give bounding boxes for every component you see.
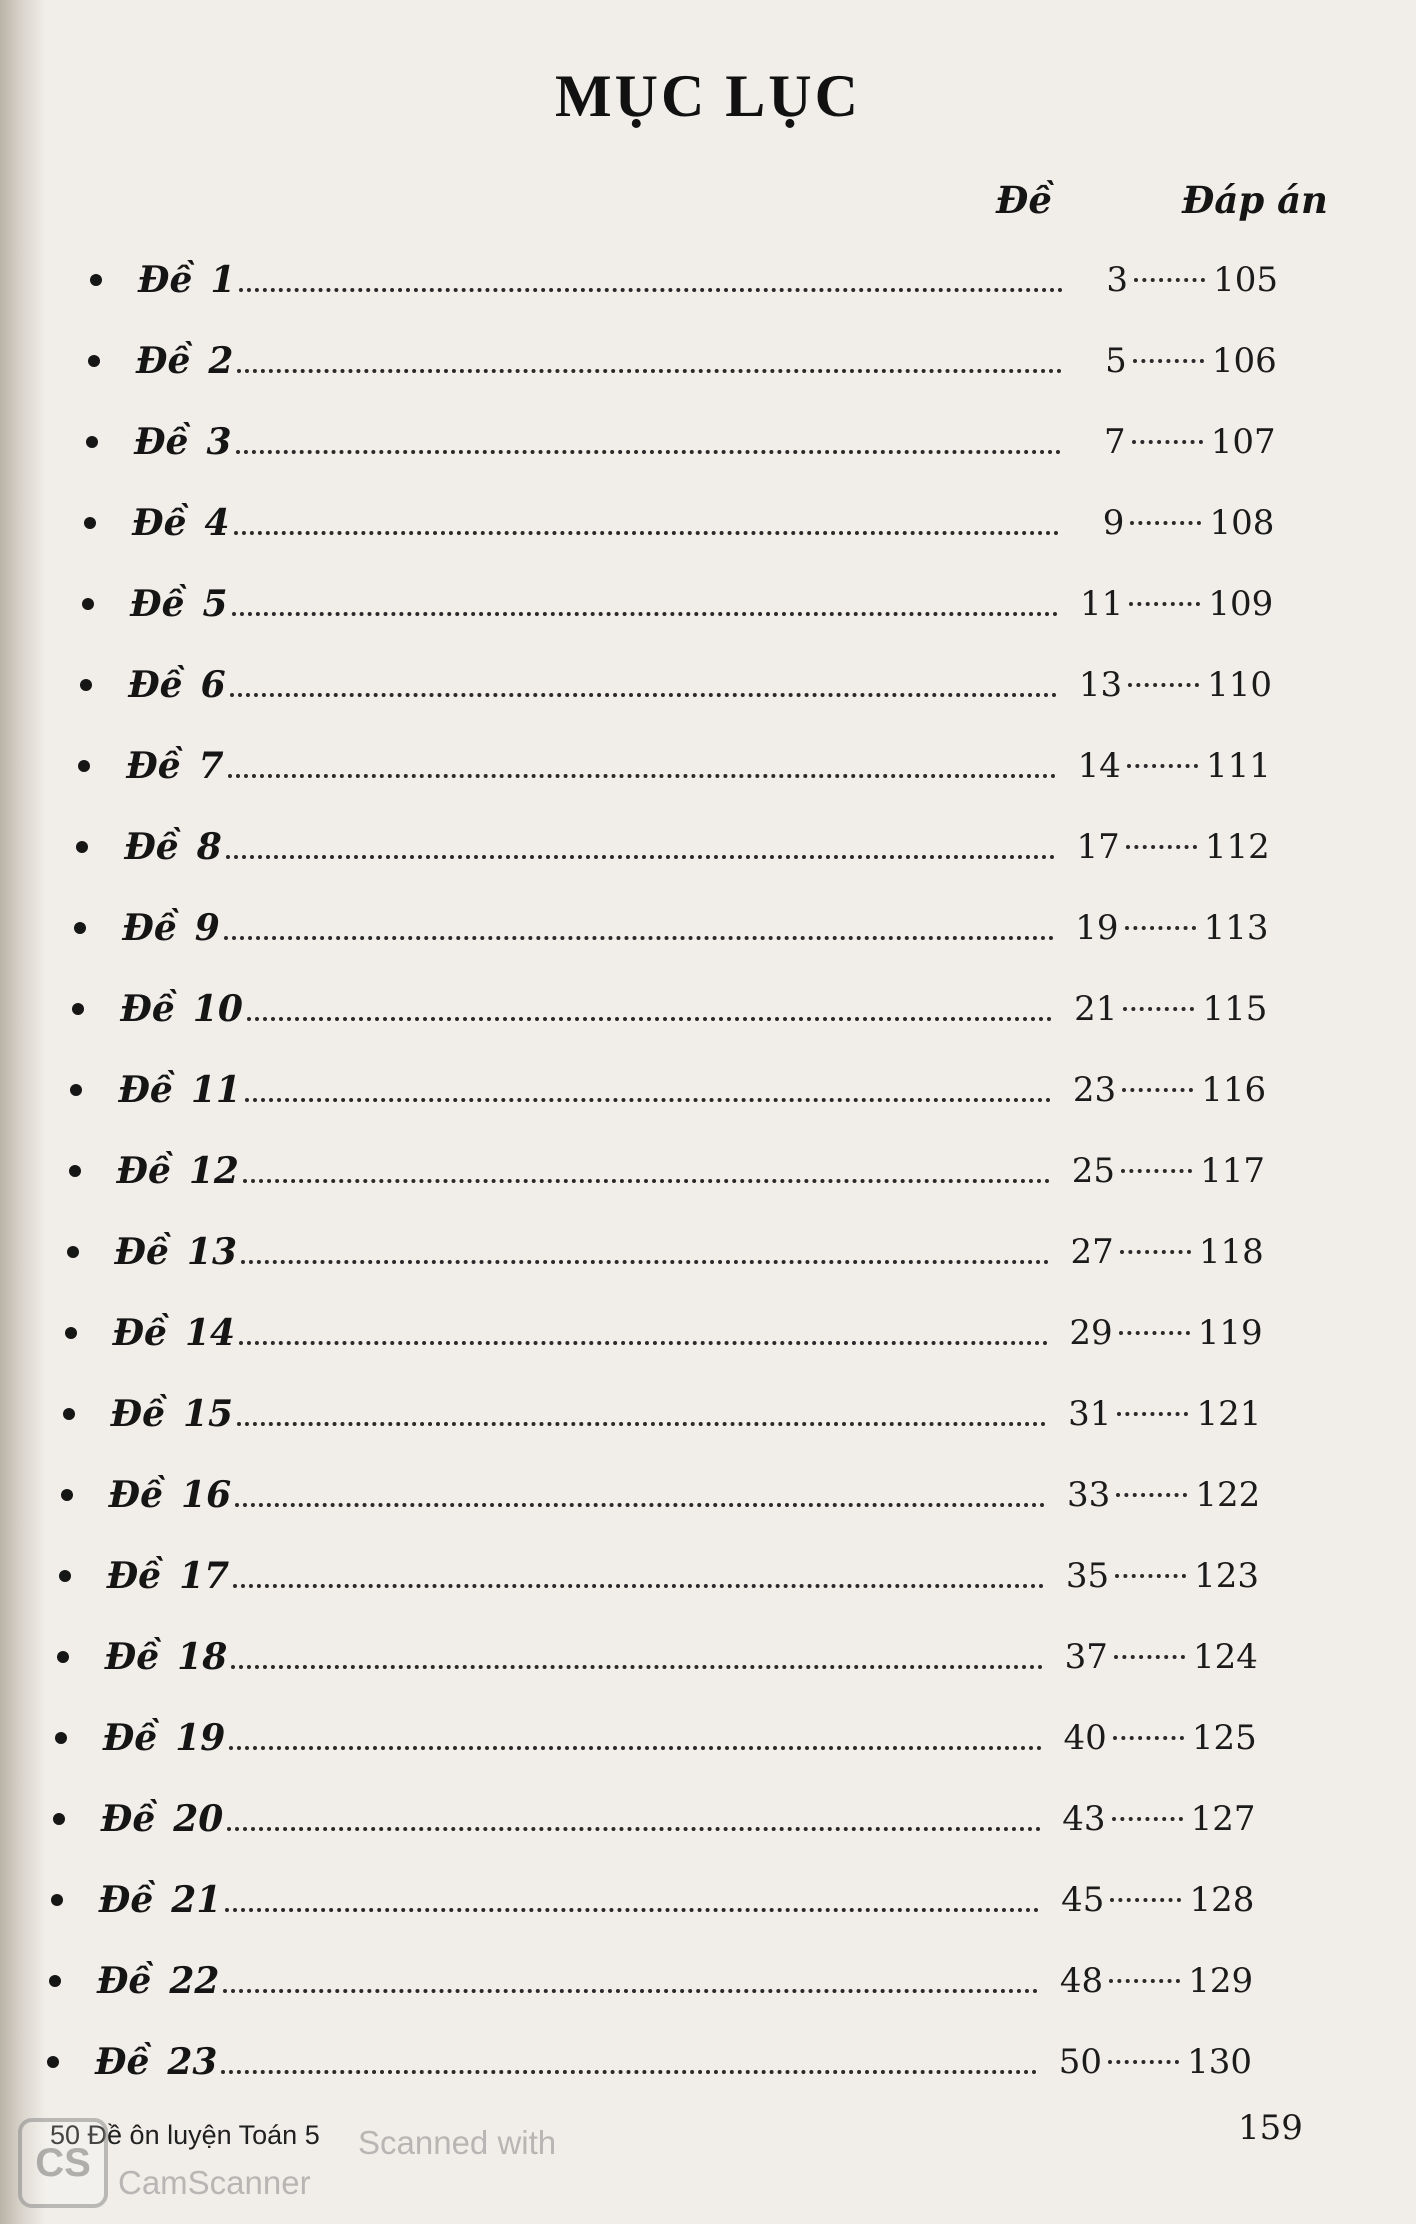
dot-leader bbox=[1120, 1250, 1191, 1254]
toc-entry bbox=[82, 574, 1273, 634]
entry-label-text: Đề bbox=[128, 664, 183, 706]
entry-page: 13 bbox=[1078, 665, 1123, 705]
watermark-line-1: Scanned with bbox=[358, 2124, 557, 2161]
entry-number: 7 bbox=[198, 745, 224, 787]
column-header-de: Đề bbox=[996, 178, 1052, 222]
toc-entry bbox=[86, 412, 1276, 472]
entry-label bbox=[113, 1312, 235, 1354]
entry-label bbox=[103, 1717, 225, 1759]
entry-label-text: Đề bbox=[122, 907, 177, 949]
entry-answer-page: 119 bbox=[1197, 1313, 1263, 1353]
entry-page: 31 bbox=[1068, 1394, 1112, 1434]
bullet-icon bbox=[72, 1003, 84, 1015]
dot-leader bbox=[1123, 1007, 1194, 1011]
dot-leader bbox=[1108, 2060, 1179, 2064]
toc-entry bbox=[63, 1384, 1262, 1444]
entry-label-text: Đề bbox=[114, 1231, 169, 1273]
dot-leader bbox=[1121, 1169, 1192, 1173]
entry-answer-page: 125 bbox=[1191, 1718, 1257, 1758]
book-spine-shadow bbox=[0, 0, 46, 2224]
bullet-icon bbox=[84, 517, 96, 529]
entry-page: 50 bbox=[1058, 2042, 1102, 2082]
dot-leader bbox=[1122, 1088, 1193, 1092]
entry-answer-page: 113 bbox=[1203, 908, 1269, 948]
entry-label-text: Đề bbox=[102, 1717, 158, 1759]
bullet-icon bbox=[78, 760, 90, 772]
entry-number: 5 bbox=[202, 583, 228, 625]
entry-number: 6 bbox=[200, 664, 226, 706]
entry-label bbox=[126, 745, 223, 787]
entry-label-text: Đề bbox=[110, 1393, 165, 1435]
entry-answer-page: 130 bbox=[1187, 2042, 1252, 2082]
entry-answer-page: 108 bbox=[1209, 503, 1275, 543]
entry-page: 21 bbox=[1074, 989, 1118, 1029]
entry-label bbox=[124, 826, 221, 868]
bullet-icon bbox=[61, 1489, 73, 1501]
bullet-icon bbox=[47, 2056, 59, 2068]
toc-entry bbox=[76, 817, 1269, 877]
entry-number: 22 bbox=[169, 1960, 220, 2002]
toc-entry bbox=[74, 898, 1268, 958]
entry-page: 5 bbox=[1105, 341, 1127, 381]
entry-label-text: Đề bbox=[98, 1879, 154, 1921]
camscanner-watermark bbox=[18, 2118, 556, 2208]
dot-leader bbox=[237, 1422, 1046, 1426]
entry-number: 15 bbox=[183, 1393, 234, 1435]
dot-leader bbox=[247, 1017, 1052, 1021]
dot-leader bbox=[1115, 1574, 1186, 1578]
entry-label bbox=[95, 2041, 217, 2083]
bullet-icon bbox=[57, 1651, 69, 1663]
entry-number: 18 bbox=[177, 1636, 228, 1678]
entry-label bbox=[122, 907, 219, 949]
entry-page: 37 bbox=[1064, 1637, 1108, 1677]
dot-leader bbox=[221, 2070, 1037, 2074]
bullet-icon bbox=[80, 679, 92, 691]
dot-leader bbox=[223, 1989, 1038, 1993]
entry-number: 14 bbox=[184, 1312, 236, 1354]
dot-leader bbox=[1125, 926, 1196, 930]
dot-leader bbox=[239, 1341, 1048, 1345]
toc-entry bbox=[49, 1951, 1253, 2011]
toc-entry bbox=[59, 1546, 1259, 1606]
dot-leader bbox=[1109, 1979, 1180, 1983]
dot-leader bbox=[1119, 1331, 1190, 1335]
dot-leader bbox=[234, 531, 1060, 535]
page-title: MỤC LỤC bbox=[555, 63, 861, 129]
entry-label bbox=[117, 1150, 239, 1192]
entry-label bbox=[99, 1879, 221, 1921]
entry-label bbox=[109, 1474, 231, 1516]
toc-entry bbox=[53, 1789, 1256, 1849]
toc-entry bbox=[88, 331, 1277, 391]
entry-label-text: Đề bbox=[120, 988, 175, 1030]
entry-label-text: Đề bbox=[126, 745, 181, 787]
dot-leader bbox=[227, 1827, 1040, 1831]
bullet-icon bbox=[67, 1246, 79, 1258]
entry-answer-page: 122 bbox=[1195, 1475, 1261, 1515]
entry-number: 4 bbox=[204, 502, 230, 544]
entry-number: 23 bbox=[167, 2041, 218, 2083]
bullet-icon bbox=[76, 841, 88, 853]
entry-answer-page: 127 bbox=[1190, 1799, 1256, 1839]
entry-label-text: Đề bbox=[132, 502, 187, 544]
dot-leader bbox=[1116, 1493, 1187, 1497]
entry-label-text: Đề bbox=[124, 826, 179, 868]
entry-number: 10 bbox=[192, 988, 243, 1030]
toc-entry bbox=[61, 1465, 1261, 1525]
dot-leader bbox=[228, 774, 1056, 778]
bullet-icon bbox=[59, 1570, 71, 1582]
entry-label-text: Đề bbox=[118, 1069, 173, 1111]
entry-label bbox=[120, 988, 242, 1030]
entry-number: 8 bbox=[196, 826, 222, 868]
dot-leader bbox=[1113, 1736, 1184, 1740]
entry-label-text: Đề bbox=[130, 583, 185, 625]
toc-entry bbox=[65, 1303, 1263, 1363]
entry-answer-page: 106 bbox=[1211, 341, 1277, 381]
entry-page: 3 bbox=[1106, 260, 1128, 300]
entry-page: 9 bbox=[1102, 503, 1125, 543]
bullet-icon bbox=[49, 1975, 61, 1987]
entry-page: 35 bbox=[1065, 1556, 1110, 1596]
entry-page: 17 bbox=[1076, 827, 1120, 867]
entry-page: 23 bbox=[1072, 1070, 1117, 1110]
entry-answer-page: 115 bbox=[1202, 989, 1268, 1029]
dot-leader bbox=[229, 1746, 1041, 1750]
toc-entry bbox=[57, 1627, 1258, 1687]
entry-label-text: Đề bbox=[106, 1555, 162, 1597]
dot-leader bbox=[1128, 683, 1199, 687]
entry-answer-page: 118 bbox=[1198, 1232, 1264, 1272]
entry-label bbox=[138, 259, 235, 301]
entry-answer-page: 116 bbox=[1201, 1070, 1267, 1110]
toc-entry bbox=[72, 979, 1267, 1039]
dot-leader bbox=[230, 693, 1057, 697]
entry-label bbox=[128, 664, 225, 706]
footer-book-title: 50 Đề ôn luyện Toán 5 bbox=[50, 2120, 320, 2150]
dot-leader bbox=[236, 450, 1061, 454]
entry-label-text: Đề bbox=[100, 1798, 156, 1840]
entry-answer-page: 129 bbox=[1188, 1961, 1254, 2001]
dot-leader bbox=[225, 1908, 1039, 1912]
dot-leader bbox=[237, 369, 1061, 373]
bullet-icon bbox=[82, 598, 94, 610]
entry-label bbox=[118, 1069, 240, 1111]
entry-label-text: Đề bbox=[104, 1636, 160, 1678]
entry-page: 14 bbox=[1077, 746, 1121, 786]
entry-number: 16 bbox=[181, 1474, 232, 1516]
entry-answer-page: 128 bbox=[1189, 1880, 1255, 1920]
entry-number: 20 bbox=[173, 1798, 224, 1840]
entry-label bbox=[105, 1636, 227, 1678]
toc-entry bbox=[70, 1060, 1266, 1120]
entry-label-text: Đề bbox=[134, 421, 189, 463]
entry-number: 3 bbox=[206, 421, 232, 463]
camscanner-logo-icon: CS bbox=[18, 2118, 108, 2208]
bullet-icon bbox=[74, 922, 86, 934]
bullet-icon bbox=[86, 436, 98, 448]
entry-label-text: Đề bbox=[136, 340, 191, 382]
entry-page: 7 bbox=[1103, 422, 1126, 462]
entry-number: 19 bbox=[175, 1717, 226, 1759]
entry-page: 11 bbox=[1079, 584, 1124, 624]
toc-entry bbox=[90, 250, 1278, 310]
entry-label bbox=[101, 1798, 223, 1840]
toc-entry bbox=[80, 655, 1272, 715]
toc-entry bbox=[67, 1222, 1264, 1282]
entry-number: 13 bbox=[186, 1231, 238, 1273]
bullet-icon bbox=[53, 1813, 65, 1825]
entry-answer-page: 111 bbox=[1205, 746, 1271, 786]
entry-answer-page: 117 bbox=[1200, 1151, 1265, 1191]
entry-label bbox=[111, 1393, 233, 1435]
dot-leader bbox=[1127, 764, 1198, 768]
dot-leader bbox=[1133, 359, 1204, 363]
entry-page: 29 bbox=[1069, 1313, 1113, 1353]
entry-number: 17 bbox=[179, 1555, 230, 1597]
dot-leader bbox=[231, 1665, 1043, 1669]
bullet-icon bbox=[55, 1732, 67, 1744]
entry-label bbox=[97, 1960, 219, 2002]
entry-label bbox=[134, 421, 231, 463]
entry-label-text: Đề bbox=[112, 1312, 167, 1354]
entry-label bbox=[132, 502, 229, 544]
entry-answer-page: 123 bbox=[1194, 1556, 1260, 1596]
entry-number: 11 bbox=[190, 1069, 241, 1111]
dot-leader bbox=[245, 1098, 1051, 1102]
entry-answer-page: 107 bbox=[1210, 422, 1276, 462]
entry-page: 40 bbox=[1063, 1718, 1107, 1758]
bullet-icon bbox=[88, 355, 100, 367]
dot-leader bbox=[1110, 1898, 1181, 1902]
dot-leader bbox=[235, 1503, 1045, 1507]
entry-answer-page: 112 bbox=[1204, 827, 1270, 867]
dot-leader bbox=[1117, 1412, 1188, 1416]
bullet-icon bbox=[90, 274, 102, 286]
column-header-dap-an: Đáp án bbox=[1182, 178, 1328, 222]
entry-label-text: Đề bbox=[95, 2041, 150, 2083]
entry-label bbox=[107, 1555, 229, 1597]
entry-label-text: Đề bbox=[138, 259, 193, 301]
bullet-icon bbox=[69, 1165, 81, 1177]
watermark-line-2: CamScanner bbox=[118, 2164, 311, 2201]
bullet-icon bbox=[65, 1327, 77, 1339]
entry-page: 45 bbox=[1061, 1880, 1105, 1920]
entry-page: 27 bbox=[1070, 1232, 1114, 1272]
entry-answer-page: 121 bbox=[1196, 1394, 1262, 1434]
entry-number: 12 bbox=[188, 1150, 239, 1192]
toc-entry bbox=[47, 2032, 1252, 2092]
dot-leader bbox=[1129, 602, 1200, 606]
bullet-icon bbox=[51, 1894, 63, 1906]
toc-entry bbox=[69, 1141, 1266, 1201]
entry-answer-page: 109 bbox=[1208, 584, 1274, 624]
dot-leader bbox=[226, 855, 1055, 859]
entry-label-text: Đề bbox=[108, 1474, 164, 1516]
entry-page: 19 bbox=[1075, 908, 1119, 948]
dot-leader bbox=[233, 1584, 1044, 1588]
dot-leader bbox=[243, 1179, 1050, 1183]
dot-leader bbox=[1114, 1655, 1185, 1659]
entry-page: 25 bbox=[1071, 1151, 1115, 1191]
entry-answer-page: 105 bbox=[1213, 260, 1278, 300]
dot-leader bbox=[1126, 845, 1197, 849]
toc-entry bbox=[84, 493, 1274, 553]
bullet-icon bbox=[63, 1408, 75, 1420]
entry-label bbox=[115, 1231, 237, 1273]
entry-answer-page: 124 bbox=[1192, 1637, 1258, 1677]
entry-number: 2 bbox=[208, 340, 234, 382]
entry-label-text: Đề bbox=[96, 1960, 152, 2002]
entry-number: 21 bbox=[171, 1879, 222, 1921]
entry-label bbox=[136, 340, 233, 382]
entry-page: 43 bbox=[1062, 1799, 1106, 1839]
dot-leader bbox=[1134, 278, 1205, 282]
toc-entry bbox=[51, 1870, 1254, 1930]
entry-page: 48 bbox=[1059, 1961, 1104, 2001]
page-number: 159 bbox=[1238, 2108, 1303, 2148]
toc-entry bbox=[78, 736, 1271, 796]
dot-leader bbox=[241, 1260, 1049, 1264]
entry-page: 33 bbox=[1066, 1475, 1111, 1515]
entry-answer-page: 110 bbox=[1207, 665, 1273, 705]
bullet-icon bbox=[70, 1084, 82, 1096]
dot-leader bbox=[1132, 440, 1203, 444]
entry-number: 9 bbox=[194, 907, 220, 949]
dot-leader bbox=[1112, 1817, 1183, 1821]
dot-leader bbox=[232, 612, 1059, 616]
entry-label-text: Đề bbox=[116, 1150, 171, 1192]
dot-leader bbox=[224, 936, 1054, 940]
entry-label bbox=[130, 583, 227, 625]
entry-number: 1 bbox=[210, 259, 236, 301]
dot-leader bbox=[239, 288, 1063, 292]
dot-leader bbox=[1130, 521, 1201, 525]
toc-entry bbox=[55, 1708, 1257, 1768]
